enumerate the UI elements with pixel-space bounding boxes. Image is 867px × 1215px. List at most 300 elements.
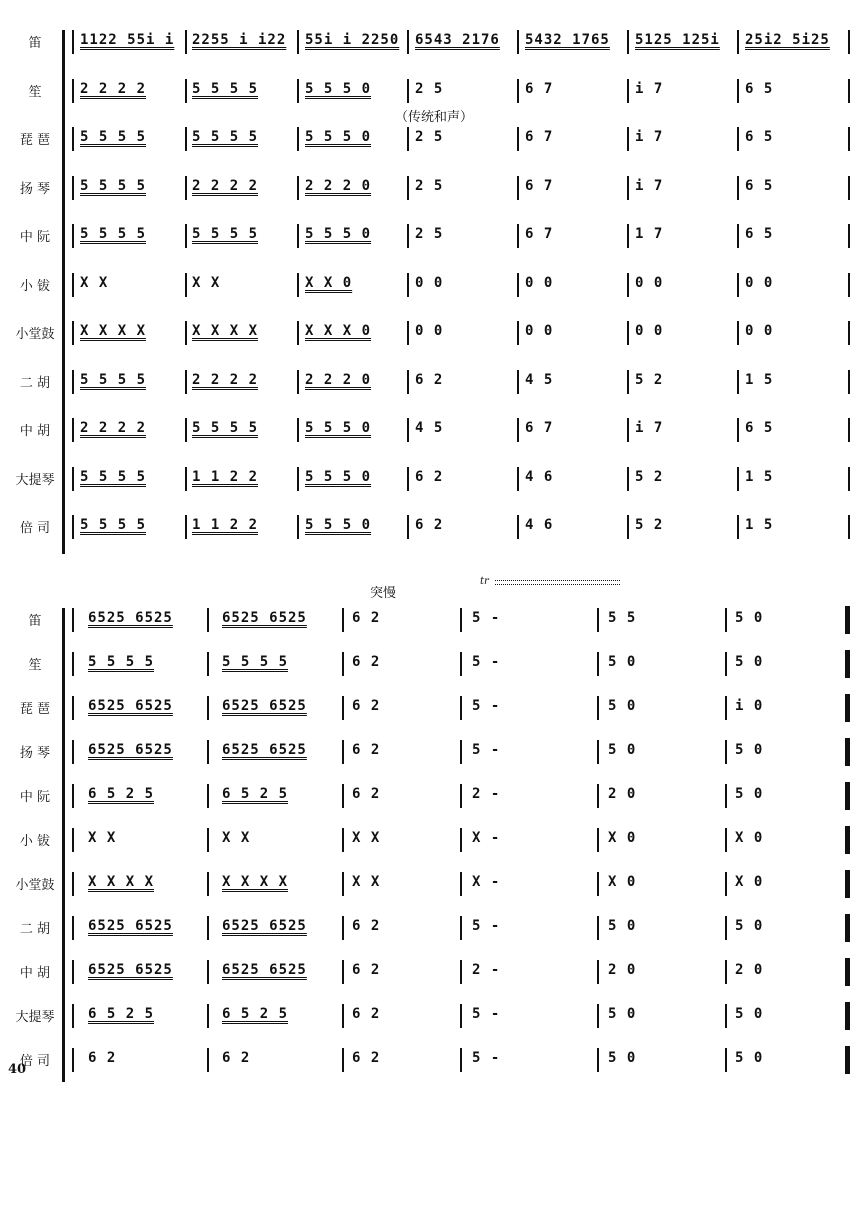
trill-line <box>495 580 620 585</box>
barline <box>725 1048 727 1072</box>
measure-notes: 6 5 <box>745 420 774 436</box>
barline <box>737 224 739 248</box>
barline <box>407 273 409 297</box>
final-barline <box>845 826 850 854</box>
instrument-label: 琵 琶 <box>19 133 51 148</box>
barline <box>460 740 462 764</box>
barline <box>207 652 209 676</box>
measure-notes: i 0 <box>735 698 764 714</box>
measure-notes: 5 5 5 5 <box>88 654 155 670</box>
barline <box>297 79 299 103</box>
measure-notes: 5 5 5 5 <box>80 226 147 242</box>
barline <box>207 608 209 632</box>
staff-row <box>0 214 867 254</box>
barline <box>737 30 739 54</box>
barline <box>627 30 629 54</box>
barline <box>72 1048 74 1072</box>
final-barline <box>845 650 850 678</box>
instrument-label: 中 胡 <box>19 424 51 439</box>
barline <box>848 176 850 200</box>
barline <box>72 960 74 984</box>
barline <box>627 176 629 200</box>
barline <box>72 916 74 940</box>
measure-notes: 5 - <box>472 1006 501 1022</box>
measure-notes: 6 2 <box>352 610 381 626</box>
barline <box>737 127 739 151</box>
measure-notes: 6 2 <box>415 371 444 388</box>
measure-notes: 5 0 <box>735 1006 764 1022</box>
barline <box>207 1048 209 1072</box>
barline <box>297 176 299 200</box>
measure-notes: 6 5 <box>745 80 774 97</box>
measure-notes: 0 0 <box>525 274 554 291</box>
barline <box>737 370 739 394</box>
staff-row <box>0 774 867 814</box>
barline <box>185 30 187 54</box>
final-barline <box>845 1002 850 1030</box>
measure-notes: 6525 6525 <box>88 918 173 934</box>
barline <box>597 960 599 984</box>
final-barline <box>845 958 850 986</box>
measure-notes: 5 5 5 5 <box>80 177 147 194</box>
barline <box>725 608 727 632</box>
measure-notes: 5 0 <box>735 742 764 758</box>
instrument-label: 中 阮 <box>19 790 51 805</box>
barline <box>848 467 850 491</box>
measure-notes: 6 2 <box>352 742 381 758</box>
barline <box>848 418 850 442</box>
barline <box>342 696 344 720</box>
barline <box>72 224 74 248</box>
barline <box>627 418 629 442</box>
barline <box>627 273 629 297</box>
measure-notes: X 0 <box>735 874 764 890</box>
barline <box>597 1004 599 1028</box>
measure-notes: X X X X <box>222 874 289 890</box>
measure-notes: X X <box>222 830 251 846</box>
measure-notes: 55i i 2250 <box>305 32 400 48</box>
barline <box>297 273 299 297</box>
barline <box>627 467 629 491</box>
staff-row <box>0 166 867 206</box>
barline <box>185 273 187 297</box>
instrument-label: 倍 司 <box>19 521 51 536</box>
barline <box>517 79 519 103</box>
annotation-sudden-slow: 突慢 <box>370 586 397 601</box>
staff-row <box>0 906 867 946</box>
barline <box>72 828 74 852</box>
barline <box>297 467 299 491</box>
barline <box>297 224 299 248</box>
barline <box>737 467 739 491</box>
barline <box>597 872 599 896</box>
measure-notes: 2 0 <box>608 786 637 802</box>
barline <box>185 370 187 394</box>
instrument-label: 二 胡 <box>19 375 51 391</box>
barline <box>72 608 74 632</box>
staff-row <box>0 730 867 770</box>
measure-notes: 5 - <box>472 610 501 626</box>
barline <box>72 696 74 720</box>
measure-notes: 5 0 <box>608 1050 637 1066</box>
measure-notes: 6 5 <box>745 226 774 242</box>
measure-notes: 1 5 <box>745 517 774 533</box>
measure-notes: 5 5 5 5 <box>192 129 259 145</box>
measure-notes: 6 7 <box>525 420 554 436</box>
measure-notes: 6 2 <box>352 918 381 934</box>
measure-notes: X X X 0 <box>305 323 372 339</box>
measure-notes: 6 7 <box>525 129 554 145</box>
barline <box>725 1004 727 1028</box>
measure-notes: 6 5 2 5 <box>222 786 289 802</box>
staff-row <box>0 598 867 638</box>
barline <box>72 418 74 442</box>
measure-notes: 0 0 <box>745 323 774 339</box>
barline <box>517 418 519 442</box>
barline <box>407 79 409 103</box>
barline <box>517 127 519 151</box>
final-barline <box>845 782 850 810</box>
measure-notes: 1122 55i i <box>80 32 175 48</box>
staff-row <box>0 994 867 1034</box>
measure-notes: 5 0 <box>735 610 764 626</box>
barline <box>342 1004 344 1028</box>
measure-notes: 5 5 5 5 <box>222 654 289 670</box>
barline <box>72 127 74 151</box>
measure-notes: 0 0 <box>525 323 554 339</box>
barline <box>72 370 74 394</box>
barline <box>72 872 74 896</box>
barline <box>342 608 344 632</box>
measure-notes: 5 0 <box>608 918 637 934</box>
instrument-label: 扬 琴 <box>19 181 51 197</box>
instrument-label: 笙 <box>28 658 42 673</box>
staff-row <box>0 69 867 109</box>
measure-notes: 6 7 <box>525 226 554 242</box>
barline <box>72 784 74 808</box>
barline <box>460 872 462 896</box>
barline <box>737 418 739 442</box>
barline <box>185 515 187 539</box>
instrument-label: 小 钹 <box>19 834 51 849</box>
barline <box>207 828 209 852</box>
barline <box>72 30 74 54</box>
barline <box>297 30 299 54</box>
barline <box>342 784 344 808</box>
measure-notes: 6 2 <box>352 1050 381 1066</box>
measure-notes: 0 0 <box>635 323 664 339</box>
measure-notes: 6 5 2 5 <box>88 1006 155 1022</box>
measure-notes: 6 2 <box>352 654 381 670</box>
measure-notes: 5 - <box>472 1050 501 1066</box>
barline <box>460 652 462 676</box>
barline <box>72 740 74 764</box>
barline <box>342 652 344 676</box>
barline <box>407 224 409 248</box>
barline <box>848 79 850 103</box>
trill-mark: tr <box>480 576 489 587</box>
barline <box>460 696 462 720</box>
measure-notes: 5 2 <box>635 371 664 388</box>
measure-notes: 1 7 <box>635 226 664 242</box>
measure-notes: 2 0 <box>608 962 637 978</box>
barline <box>297 321 299 345</box>
measure-notes: 6 2 <box>352 962 381 978</box>
measure-notes: 6525 6525 <box>88 742 173 758</box>
measure-notes: 2 5 <box>415 129 444 145</box>
measure-notes: 5 - <box>472 698 501 714</box>
measure-notes: 2 0 <box>735 962 764 978</box>
instrument-label: 小堂鼓 <box>15 878 55 893</box>
measure-notes: 6 7 <box>525 177 554 194</box>
barline <box>342 1048 344 1072</box>
barline <box>407 321 409 345</box>
barline <box>725 960 727 984</box>
measure-notes: X X <box>352 874 381 890</box>
measure-notes: 5 5 5 5 <box>80 517 147 533</box>
barline <box>407 30 409 54</box>
staff-row <box>0 686 867 726</box>
instrument-label: 笙 <box>28 84 42 100</box>
instrument-label: 大提琴 <box>15 1010 55 1025</box>
measure-notes: i 7 <box>635 177 664 194</box>
barline <box>517 467 519 491</box>
barline <box>725 696 727 720</box>
measure-notes: 4 5 <box>525 371 554 388</box>
measure-notes: 6543 2176 <box>415 32 500 48</box>
barline <box>627 321 629 345</box>
measure-notes: 5 5 5 5 <box>80 371 147 388</box>
measure-notes: 6 2 <box>415 517 444 533</box>
measure-notes: 5 0 <box>735 1050 764 1066</box>
staff-row <box>0 20 867 60</box>
staff-row <box>0 505 867 545</box>
measure-notes: 1 5 <box>745 468 774 485</box>
barline <box>72 515 74 539</box>
barline <box>460 828 462 852</box>
measure-notes: 5125 125i <box>635 32 720 48</box>
measure-notes: X X X X <box>88 874 155 890</box>
barline <box>185 418 187 442</box>
barline <box>407 418 409 442</box>
barline <box>185 224 187 248</box>
measure-notes: X - <box>472 874 501 890</box>
measure-notes: 6525 6525 <box>88 610 173 626</box>
staff-row <box>0 818 867 858</box>
measure-notes: 5 5 5 0 <box>305 468 372 485</box>
barline <box>185 321 187 345</box>
barline <box>342 960 344 984</box>
barline <box>207 696 209 720</box>
measure-notes: 0 0 <box>415 323 444 339</box>
barline <box>207 1004 209 1028</box>
barline <box>297 370 299 394</box>
final-barline <box>845 606 850 634</box>
barline <box>517 321 519 345</box>
barline <box>725 784 727 808</box>
final-barline <box>845 738 850 766</box>
staff-row <box>0 457 867 497</box>
measure-notes: 5 0 <box>735 654 764 670</box>
barline <box>597 916 599 940</box>
barline <box>407 467 409 491</box>
measure-notes: 5 5 5 5 <box>192 80 259 97</box>
barline <box>627 515 629 539</box>
measure-notes: 6 2 <box>222 1050 251 1066</box>
measure-notes: 5 0 <box>608 698 637 714</box>
measure-notes: 6 5 2 5 <box>88 786 155 802</box>
measure-notes: 5 5 5 0 <box>305 517 372 533</box>
measure-notes: 2 2 2 0 <box>305 177 372 194</box>
measure-notes: 6 2 <box>415 468 444 485</box>
barline <box>207 784 209 808</box>
barline <box>848 321 850 345</box>
measure-notes: 2255 i i22 <box>192 32 287 48</box>
barline <box>72 79 74 103</box>
measure-notes: 1 5 <box>745 371 774 388</box>
measure-notes: X X X X <box>80 323 147 339</box>
barline <box>517 515 519 539</box>
staff-row <box>0 1038 867 1078</box>
measure-notes: 6 2 <box>352 786 381 802</box>
barline <box>627 79 629 103</box>
measure-notes: 5 - <box>472 742 501 758</box>
measure-notes: 6525 6525 <box>222 918 307 934</box>
staff-row <box>0 862 867 902</box>
measure-notes: 5 5 <box>608 610 637 626</box>
measure-notes: 0 0 <box>415 274 444 291</box>
barline <box>460 784 462 808</box>
staff-row <box>0 360 867 400</box>
measure-notes: X - <box>472 830 501 846</box>
measure-notes: i 7 <box>635 129 664 145</box>
staff-row <box>0 642 867 682</box>
instrument-label: 笛 <box>28 36 42 51</box>
barline <box>207 740 209 764</box>
barline <box>407 370 409 394</box>
measure-notes: 5 5 5 0 <box>305 226 372 242</box>
barline <box>627 127 629 151</box>
barline <box>597 608 599 632</box>
barline <box>407 515 409 539</box>
measure-notes: 2 5 <box>415 80 444 97</box>
measure-notes: 2 - <box>472 786 501 802</box>
barline <box>342 916 344 940</box>
instrument-label: 琵 琶 <box>19 702 51 717</box>
measure-notes: 25i2 5i25 <box>745 32 830 48</box>
barline <box>207 916 209 940</box>
barline <box>72 273 74 297</box>
barline <box>627 224 629 248</box>
measure-notes: X 0 <box>608 830 637 846</box>
final-barline <box>845 1046 850 1074</box>
measure-notes: 6525 6525 <box>222 610 307 626</box>
measure-notes: 2 2 2 2 <box>192 177 259 194</box>
measure-notes: 2 5 <box>415 177 444 194</box>
barline <box>517 224 519 248</box>
barline <box>725 916 727 940</box>
barline <box>407 127 409 151</box>
barline <box>737 273 739 297</box>
barline <box>597 696 599 720</box>
barline <box>342 740 344 764</box>
measure-notes: i 7 <box>635 420 664 436</box>
measure-notes: 5 5 5 0 <box>305 80 372 97</box>
measure-notes: X X <box>352 830 381 846</box>
measure-notes: 1 1 2 2 <box>192 517 259 533</box>
barline <box>72 176 74 200</box>
measure-notes: 6525 6525 <box>88 698 173 714</box>
measure-notes: 0 0 <box>635 274 664 291</box>
barline <box>185 79 187 103</box>
measure-notes: 2 2 2 0 <box>305 371 372 388</box>
barline <box>297 127 299 151</box>
measure-notes: 6525 6525 <box>222 742 307 758</box>
barline <box>72 1004 74 1028</box>
staff-row <box>0 263 867 303</box>
staff-row <box>0 408 867 448</box>
measure-notes: 5 5 5 5 <box>80 129 147 145</box>
measure-notes: X X <box>80 274 109 291</box>
barline <box>848 273 850 297</box>
measure-notes: 5 5 5 0 <box>305 129 372 145</box>
barline <box>848 515 850 539</box>
barline <box>185 467 187 491</box>
barline <box>848 224 850 248</box>
measure-notes: 4 6 <box>525 468 554 485</box>
measure-notes: 2 2 2 2 <box>80 420 147 436</box>
barline <box>597 784 599 808</box>
barline <box>848 127 850 151</box>
instrument-label: 小堂鼓 <box>15 327 55 342</box>
instrument-label: 二 胡 <box>19 922 51 937</box>
measure-notes: 5 0 <box>608 1006 637 1022</box>
measure-notes: 5432 1765 <box>525 32 610 48</box>
measure-notes: 6525 6525 <box>222 962 307 978</box>
annotation-traditional-harmony: （传统和声） <box>395 110 474 125</box>
staff-row <box>0 950 867 990</box>
measure-notes: 5 0 <box>608 742 637 758</box>
barline <box>72 321 74 345</box>
measure-notes: 5 0 <box>735 786 764 802</box>
barline <box>297 418 299 442</box>
barline <box>207 960 209 984</box>
final-barline <box>845 694 850 722</box>
measure-notes: 4 6 <box>525 517 554 533</box>
barline <box>848 30 850 54</box>
measure-notes: 6 2 <box>88 1050 117 1066</box>
final-barline <box>845 870 850 898</box>
barline <box>737 176 739 200</box>
barline <box>342 828 344 852</box>
instrument-label: 扬 琴 <box>19 746 51 761</box>
measure-notes: X X 0 <box>305 274 353 291</box>
barline <box>460 1048 462 1072</box>
instrument-label: 笛 <box>28 614 42 629</box>
measure-notes: 1 1 2 2 <box>192 468 259 485</box>
barline <box>725 652 727 676</box>
barline <box>185 127 187 151</box>
barline <box>517 30 519 54</box>
barline <box>597 1048 599 1072</box>
measure-notes: X X X X <box>192 323 259 339</box>
measure-notes: 2 5 <box>415 226 444 242</box>
instrument-label: 中 阮 <box>19 230 51 245</box>
measure-notes: X X <box>88 830 117 846</box>
measure-notes: 5 2 <box>635 468 664 485</box>
measure-notes: X 0 <box>735 830 764 846</box>
instrument-label: 大提琴 <box>15 472 55 488</box>
